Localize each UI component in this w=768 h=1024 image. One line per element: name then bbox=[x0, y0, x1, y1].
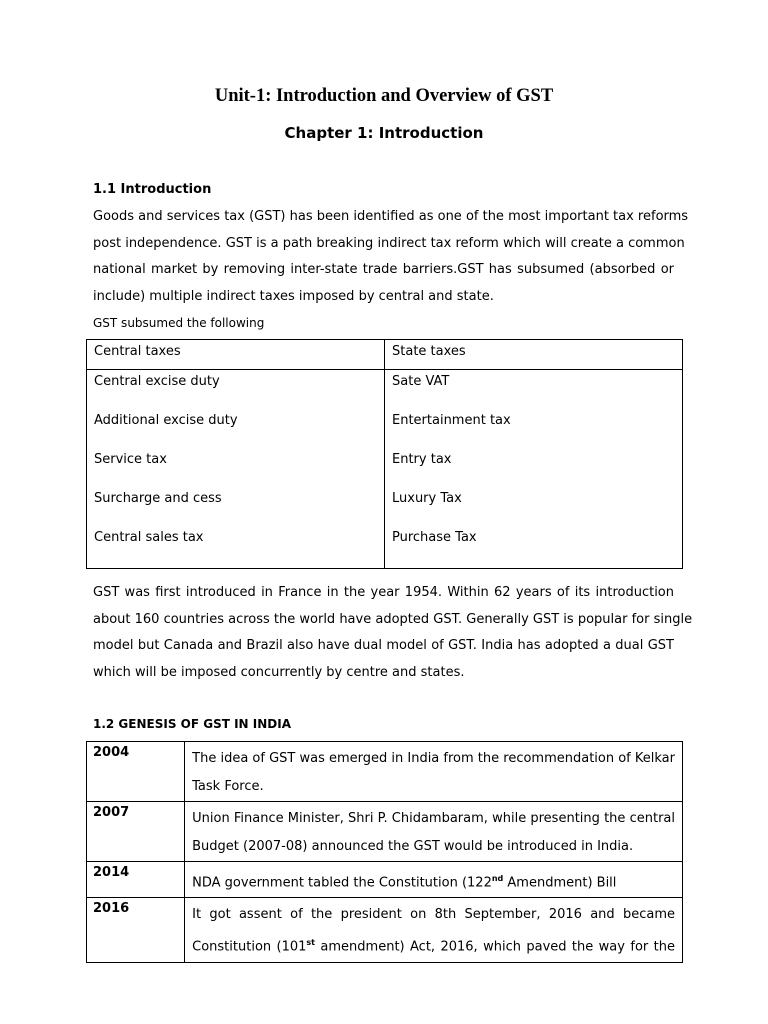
year-cell: 2016 bbox=[87, 898, 185, 962]
state-tax-item: Luxury Tax bbox=[392, 490, 462, 506]
central-taxes-header: Central taxes bbox=[94, 344, 181, 359]
paragraph-line: include) multiple indirect taxes imposed by central and state. bbox=[93, 289, 494, 305]
table-header-cell bbox=[87, 340, 385, 370]
subsumed-taxes-table bbox=[86, 339, 683, 569]
description-line: The idea of GST was emerged in India from the recommendation of Kelkar bbox=[192, 751, 675, 766]
intro-paragraph bbox=[93, 204, 689, 311]
unit-title: Unit-1: Introduction and Overview of GST bbox=[214, 86, 554, 106]
description-text: Amendment) Bill bbox=[503, 875, 617, 891]
year-cell: 2007 bbox=[87, 802, 185, 862]
paragraph-line: Goods and services tax (GST) has been identified as one of the most important tax reforms bbox=[93, 209, 689, 224]
central-tax-item: Additional excise duty bbox=[94, 412, 238, 428]
description-cell bbox=[185, 802, 683, 862]
table-row bbox=[87, 802, 683, 862]
superscript: st bbox=[306, 938, 316, 948]
table-row bbox=[87, 898, 683, 962]
paragraph-line: about 160 countries across the world have adopted GST. Generally GST is popular for single bbox=[93, 611, 693, 627]
central-tax-item: Service tax bbox=[94, 451, 167, 467]
description-line: It got assent of the president on 8th September, 2016 and became bbox=[192, 907, 675, 923]
table-row bbox=[87, 742, 683, 802]
paragraph-line: model but Canada and Brazil also have dual model of GST. India has adopted a dual GST bbox=[93, 638, 674, 654]
superscript: nd bbox=[491, 874, 504, 883]
state-tax-item: Entry tax bbox=[392, 451, 452, 467]
state-tax-item: Purchase Tax bbox=[392, 529, 477, 545]
description-text: Constitution (101 bbox=[192, 939, 307, 955]
description-text: NDA government tabled the Constitution (122 bbox=[192, 875, 492, 891]
description-line: Union Finance Minister, Shri P. Chidambaram, while presenting the central bbox=[192, 811, 675, 826]
central-taxes-cell bbox=[87, 370, 385, 569]
state-taxes-header: State taxes bbox=[392, 344, 466, 359]
paragraph-line: which will be imposed concurrently by centre and states. bbox=[93, 665, 465, 681]
description-line: Task Force. bbox=[192, 779, 264, 794]
central-tax-item: Central excise duty bbox=[94, 374, 220, 389]
history-paragraph bbox=[93, 580, 693, 687]
year-cell: 2004 bbox=[87, 742, 185, 802]
state-tax-item: Sate VAT bbox=[392, 374, 450, 389]
description-line bbox=[192, 865, 675, 897]
table-header-row bbox=[87, 340, 683, 370]
central-tax-item: Surcharge and cess bbox=[94, 490, 222, 506]
table-row bbox=[87, 862, 683, 898]
description-line: Budget (2007-08) announced the GST would be introduced in India. bbox=[192, 839, 634, 854]
year-cell: 2014 bbox=[87, 862, 185, 898]
section-heading-introduction: 1.1 Introduction bbox=[93, 182, 212, 197]
genesis-table bbox=[86, 741, 683, 963]
chapter-title: Chapter 1: Introduction bbox=[284, 124, 484, 142]
description-cell bbox=[185, 898, 683, 962]
section-heading-genesis: 1.2 GENESIS OF GST IN INDIA bbox=[93, 717, 291, 731]
paragraph-line: national market by removing inter-state trade barriers.GST has subsumed (absorbed or bbox=[93, 262, 674, 278]
table-header-cell bbox=[385, 340, 683, 370]
central-tax-item: Central sales tax bbox=[94, 529, 204, 545]
paragraph-line: post independence. GST is a path breaking indirect tax reform which will create a common bbox=[93, 235, 685, 251]
description-cell bbox=[185, 742, 683, 802]
table-row bbox=[87, 370, 683, 569]
description-text: amendment) Act, 2016, which paved the way for the bbox=[315, 939, 675, 955]
description-line bbox=[192, 929, 675, 961]
paragraph-line: GST was first introduced in France in the year 1954. Within 62 years of its introduction bbox=[93, 585, 674, 600]
state-taxes-cell bbox=[385, 370, 683, 569]
description-cell bbox=[185, 862, 683, 898]
state-tax-item: Entertainment tax bbox=[392, 412, 511, 428]
subsumed-label: GST subsumed the following bbox=[93, 316, 265, 330]
